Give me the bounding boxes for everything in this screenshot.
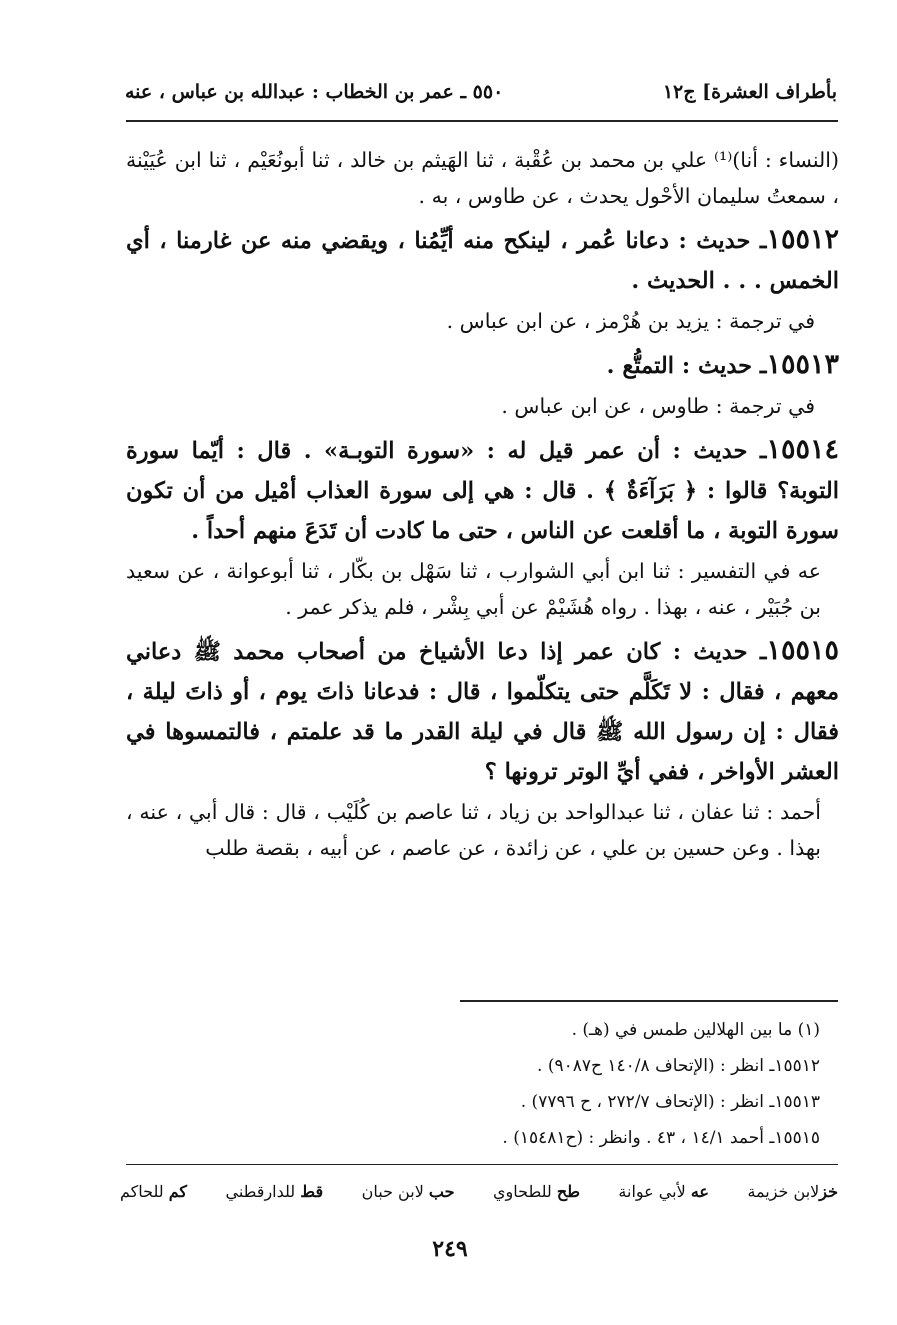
hadith-source bbox=[126, 388, 839, 424]
hadith-source bbox=[126, 303, 839, 339]
hadith-source bbox=[126, 794, 839, 866]
hadith-text: ـ حديث : أن عمر قيل له : «سورة التوبـة» . قال : أيّما سورة التوبة؟ قالوا : ﴿ بَرَآءَةٌ ﴾ . قال : هي إلى سورة العذاب أمْيل من أن تكون سورة التوبة ، ما أقلعت عن الناس ، حتى ما كادت أن تَدَعَ منهم أحداً . bbox=[126, 438, 839, 544]
abbreviation-name: للدارقطني bbox=[225, 1182, 296, 1201]
hadith-entry bbox=[126, 430, 839, 551]
page-number: ٢٤٩ bbox=[432, 1236, 468, 1262]
hadith-text: ـ حديث : التمتُّع . bbox=[606, 353, 767, 379]
paragraph-text: (النساء : أنا)⁽¹⁾ علي بن محمد بن عُقْبة ، ثنا الهَيثم بن خالد ، ثنا أبونُعَيْم ، ثنا ابن عُيَيْنة ، سمعتُ سليمان الأحْول يحدث ، عن طاوس ، به . bbox=[126, 148, 839, 208]
abbreviation-item bbox=[493, 1182, 580, 1201]
abbreviation-code: قط bbox=[300, 1182, 324, 1201]
abbreviation-item bbox=[226, 1182, 324, 1201]
hadith-number: ١٥٥١٢ bbox=[766, 224, 839, 255]
hadith-text: ـ حديث : كان عمر إذا دعا الأشياخ من أصحاب محمد ﷺ دعاني معهم ، فقال : لا تَكَلَّم حتى يتكلّموا ، قال : فدعانا ذاتَ يوم ، أو ذاتَ ليلة ، فقال : إن رسول الله ﷺ قال في ليلة القدر ما قد علمتم ، فالتمسوها في العشر الأواخر ، ففي أيِّ الوتر ترونها ؟ bbox=[126, 639, 839, 785]
hadith-number: ١٥٥١٣ bbox=[766, 349, 839, 380]
abbreviation-item bbox=[362, 1182, 455, 1201]
abbreviation-code: كم bbox=[168, 1182, 187, 1201]
source-text: أحمد : ثنا عفان ، ثنا عبدالواحد بن زياد ، ثنا عاصم بن كُلَيْب ، قال : قال أبي ، عنه ، بهذا . وعن حسين بن علي ، عن زائدة ، عن عاصم ، عن أبيه ، بقصة طلب bbox=[126, 800, 821, 860]
hadith-source bbox=[126, 553, 839, 625]
source-text: عه في التفسير : ثنا ابن أبي الشوارب ، ثنا سَهْل بن بكّار ، ثنا أبوعوانة ، عن سعيد بن جُبَيْر ، عنه ، بهذا . رواه هُشَيْمْ عن أبي بِشْر ، فلم يذكر عمر . bbox=[126, 559, 821, 619]
running-header bbox=[125, 72, 837, 112]
main-text bbox=[126, 140, 839, 866]
abbreviation-name: لابن حبان bbox=[361, 1182, 424, 1201]
abbreviation-rule bbox=[126, 1164, 838, 1165]
hadith-entry bbox=[126, 631, 839, 792]
hadith-number: ١٥٥١٥ bbox=[766, 635, 839, 666]
footnotes bbox=[300, 1012, 820, 1156]
abbreviation-item bbox=[120, 1182, 187, 1201]
hadith-entry bbox=[126, 345, 839, 386]
abbreviation-name: لابن خزيمة bbox=[747, 1182, 820, 1201]
footnote: (١) ما بين الهلالين طمس في (هـ) . bbox=[571, 1020, 820, 1040]
hadith-text: ـ حديث : دعانا عُمر ، لينكح منه أيِّمُنا ، ويقضي منه عن غارمنا ، أي الخمس . . . الحديث . bbox=[126, 228, 839, 294]
paragraph-continuation bbox=[126, 142, 839, 214]
footnote: ١٥٥١٣ـ انظر : (الإتحاف ٢٧٢/٧ ، ح ٧٧٩٦) . bbox=[520, 1092, 820, 1112]
header-book-title: بأطراف العشرة] ج١٢ bbox=[662, 81, 837, 103]
footnote: ١٥٥١٥ـ أحمد ١٤/١ ، ٤٣ . وانظر : (ح١٥٤٨١) . bbox=[502, 1128, 820, 1148]
footnote-rule bbox=[460, 1000, 838, 1002]
hadith-number: ١٥٥١٤ bbox=[766, 434, 839, 465]
abbreviation-name: للحاكم bbox=[120, 1182, 164, 1201]
abbreviation-item bbox=[747, 1182, 838, 1201]
header-rule bbox=[126, 120, 838, 122]
source-text: في ترجمة : يزيد بن هُرْمز ، عن ابن عباس . bbox=[446, 309, 815, 333]
abbreviation-key bbox=[120, 1182, 838, 1201]
abbreviation-code: عه bbox=[690, 1182, 709, 1201]
abbreviation-code: حب bbox=[428, 1182, 455, 1201]
footnote: ١٥٥١٢ـ انظر : (الإتحاف ١٤٠/٨ ح٩٠٨٧) . bbox=[537, 1056, 820, 1076]
abbreviation-code: طح bbox=[556, 1182, 580, 1201]
abbreviation-name: للطحاوي bbox=[493, 1182, 552, 1201]
hadith-entry bbox=[126, 220, 839, 301]
abbreviation-item bbox=[618, 1182, 709, 1201]
abbreviation-code: خز bbox=[819, 1182, 838, 1201]
source-text: في ترجمة : طاوس ، عن ابن عباس . bbox=[501, 394, 815, 418]
header-section-title: ٥٥٠ ـ عمر بن الخطاب : عبدالله بن عباس ، عنه bbox=[125, 81, 504, 103]
abbreviation-name: لأبي عوانة bbox=[618, 1182, 686, 1201]
